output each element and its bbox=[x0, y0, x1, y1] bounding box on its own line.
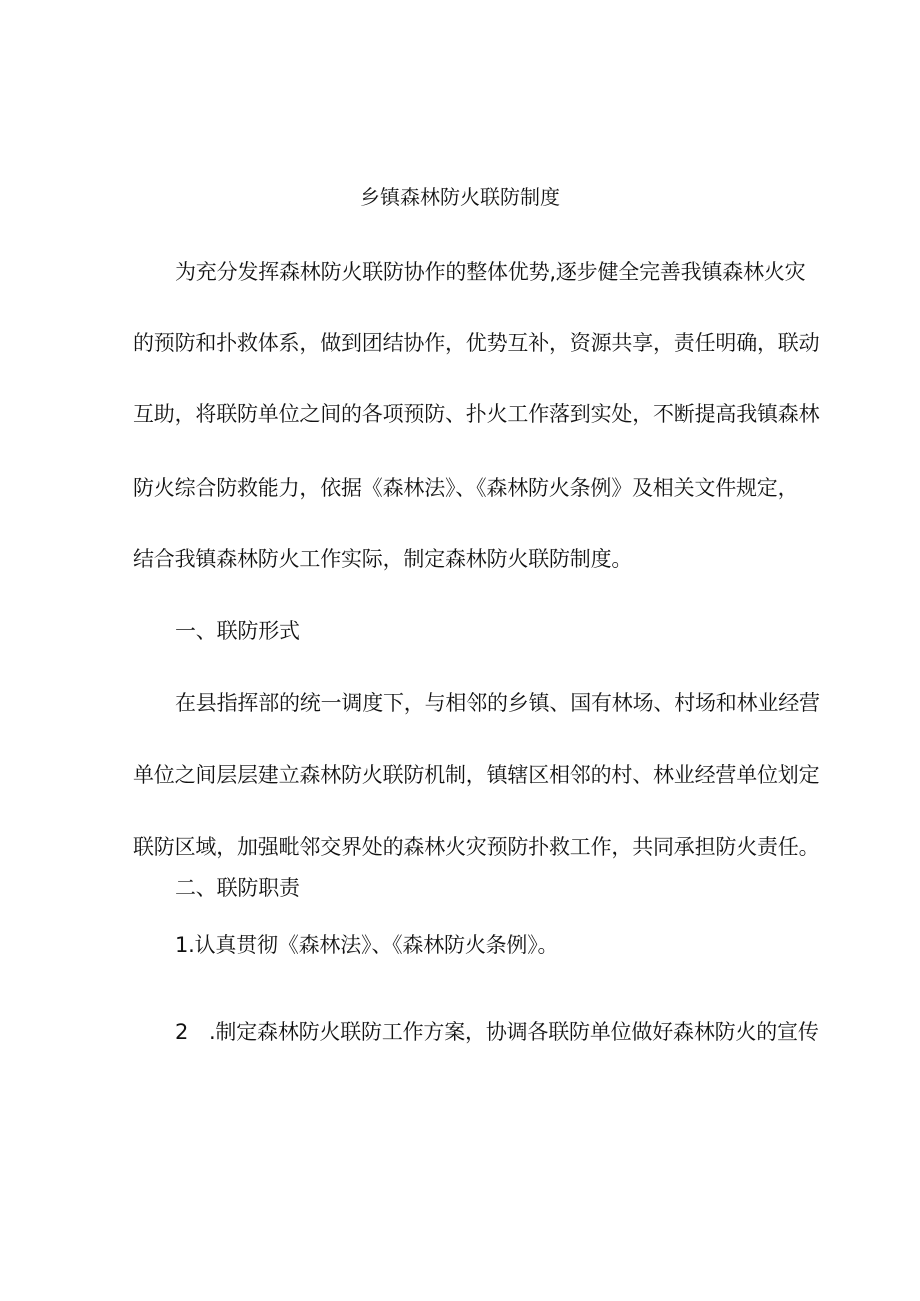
list-item-1: 1.认真贯彻《森林法》、《森林防火条例》。 bbox=[175, 933, 559, 957]
section2-heading: 二、联防职责 bbox=[175, 876, 300, 900]
intro-line-4: 防火综合防救能力，依据《森林法》、《森林防火条例》及相关文件规定， bbox=[133, 476, 799, 500]
intro-line-3: 互助，将联防单位之间的各项预防、扑火工作落到实处，不断提高我镇森林 bbox=[133, 402, 820, 426]
section1-heading: 一、联防形式 bbox=[175, 619, 300, 643]
section1-line-3: 联防区域，加强毗邻交界处的森林火灾预防扑救工作，共同承担防火责任。 bbox=[133, 835, 820, 859]
intro-line-1: 为充分发挥森林防火联防协作的整体优势,逐步健全完善我镇森林火灾 bbox=[175, 260, 806, 284]
section1-line-2: 单位之间层层建立森林防火联防机制，镇辖区相邻的村、林业经营单位划定 bbox=[133, 763, 820, 787]
intro-line-2: 的预防和扑救体系，做到团结协作，优势互补，资源共享，责任明确，联动 bbox=[133, 331, 820, 355]
section1-line-1: 在县指挥部的统一调度下，与相邻的乡镇、国有林场、村场和林业经营 bbox=[175, 691, 820, 715]
intro-line-5: 结合我镇森林防火工作实际，制定森林防火联防制度。 bbox=[133, 547, 633, 571]
document-title: 乡镇森林防火联防制度 bbox=[360, 185, 560, 209]
list-item-2: 2 .制定森林防火联防工作方案，协调各联防单位做好森林防火的宣传 bbox=[175, 1020, 819, 1044]
